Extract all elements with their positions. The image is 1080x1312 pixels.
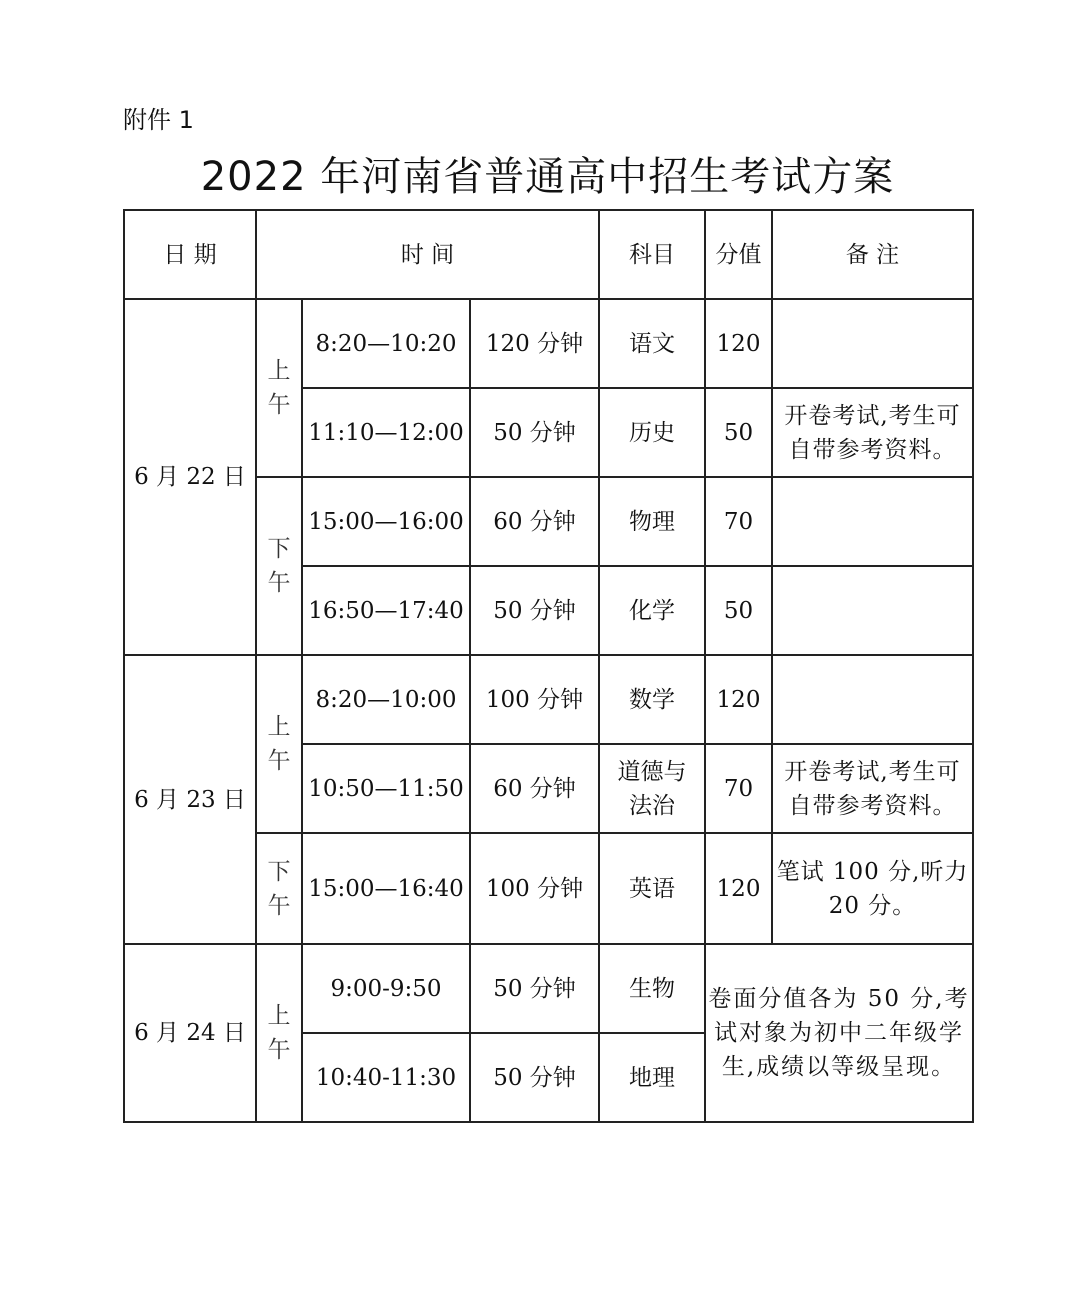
period-char: 上 — [267, 1003, 291, 1029]
subject: 物理 — [599, 477, 705, 566]
score: 50 — [705, 388, 772, 477]
period-char: 午 — [267, 1037, 291, 1063]
header-score: 分值 — [705, 210, 772, 299]
duration: 100 分钟 — [470, 655, 599, 744]
duration: 50 分钟 — [470, 566, 599, 655]
period-cell-afternoon — [256, 477, 302, 655]
exam-schedule-table — [123, 209, 974, 1123]
table-row — [124, 655, 973, 744]
duration: 50 分钟 — [470, 1033, 599, 1122]
date-cell: 6 月 23 日 — [124, 655, 256, 944]
score: 120 — [705, 655, 772, 744]
period-cell-afternoon — [256, 833, 302, 944]
period-char: 下 — [267, 536, 291, 562]
duration: 60 分钟 — [470, 477, 599, 566]
score: 70 — [705, 477, 772, 566]
merged-note: 卷面分值各为 50 分,考试对象为初中二年级学生,成绩以等级呈现。 — [705, 944, 973, 1122]
score: 50 — [705, 566, 772, 655]
note — [772, 566, 973, 655]
time-range: 15:00—16:00 — [302, 477, 470, 566]
note: 笔试 100 分,听力 20 分。 — [772, 833, 973, 944]
note — [772, 477, 973, 566]
table-row — [124, 299, 973, 388]
date-cell: 6 月 24 日 — [124, 944, 256, 1122]
subject: 数学 — [599, 655, 705, 744]
subject: 语文 — [599, 299, 705, 388]
time-range: 10:50—11:50 — [302, 744, 470, 833]
header-subject: 科目 — [599, 210, 705, 299]
subject: 地理 — [599, 1033, 705, 1122]
page-title: 2022 年河南省普通高中招生考试方案 — [200, 154, 895, 200]
header-time: 时 间 — [256, 210, 599, 299]
duration: 60 分钟 — [470, 744, 599, 833]
date-cell: 6 月 22 日 — [124, 299, 256, 655]
score: 70 — [705, 744, 772, 833]
period-char: 午 — [267, 748, 291, 774]
score: 120 — [705, 299, 772, 388]
duration: 120 分钟 — [470, 299, 599, 388]
time-range: 10:40-11:30 — [302, 1033, 470, 1122]
period-cell-morning — [256, 299, 302, 477]
attachment-label: 附件 1 — [123, 106, 194, 134]
time-range: 16:50—17:40 — [302, 566, 470, 655]
header-notes: 备 注 — [772, 210, 973, 299]
duration: 50 分钟 — [470, 388, 599, 477]
period-char: 上 — [267, 358, 291, 384]
subject: 生物 — [599, 944, 705, 1033]
note: 开卷考试,考生可自带参考资料。 — [772, 388, 973, 477]
period-char: 午 — [267, 392, 291, 418]
header-row — [124, 210, 973, 299]
note: 开卷考试,考生可自带参考资料。 — [772, 744, 973, 833]
note — [772, 655, 973, 744]
period-char: 午 — [267, 570, 291, 596]
table-row — [124, 944, 973, 1033]
period-char: 下 — [267, 858, 291, 885]
score: 120 — [705, 833, 772, 944]
period-char: 午 — [267, 892, 291, 919]
time-range: 9:00-9:50 — [302, 944, 470, 1033]
subject: 化学 — [599, 566, 705, 655]
period-cell-morning — [256, 944, 302, 1122]
note — [772, 299, 973, 388]
period-char: 上 — [267, 714, 291, 740]
period-cell-morning — [256, 655, 302, 833]
duration: 50 分钟 — [470, 944, 599, 1033]
subject: 英语 — [599, 833, 705, 944]
duration: 100 分钟 — [470, 833, 599, 944]
time-range: 11:10—12:00 — [302, 388, 470, 477]
time-range: 8:20—10:20 — [302, 299, 470, 388]
header-date: 日 期 — [124, 210, 256, 299]
time-range: 15:00—16:40 — [302, 833, 470, 944]
subject: 道德与法治 — [599, 744, 705, 833]
subject: 历史 — [599, 388, 705, 477]
time-range: 8:20—10:00 — [302, 655, 470, 744]
